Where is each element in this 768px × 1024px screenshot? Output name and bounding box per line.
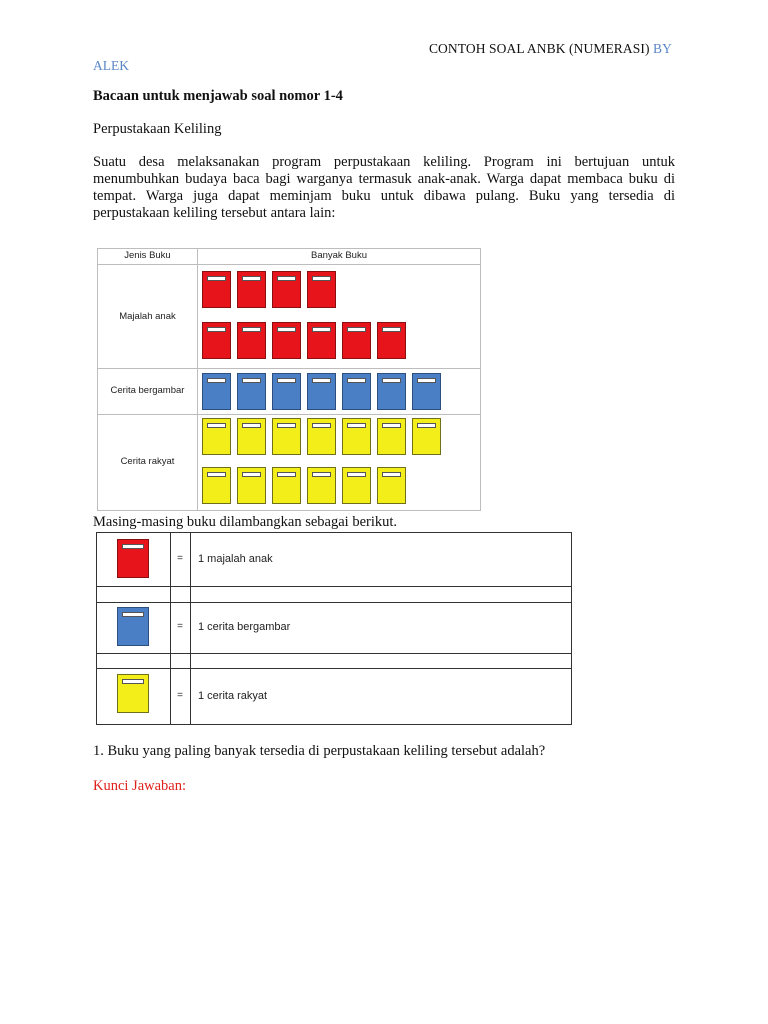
legend-table: [96, 532, 572, 725]
majalah-anak-book-icon: [307, 271, 336, 308]
majalah-anak-book-icon: [272, 271, 301, 308]
reading-paragraph: Suatu desa melaksanakan program perpustakaan keliling. Program ini bertujuan untuk menumbuhkan budaya baca bagi warganya termasuk anak-anak. Warga dapat membaca buku di tempat. Warga juga dapat meminjam buku untuk dibawa pulang. Buku yang tersedia di perpustakaan keliling tersebut antara lain:: [93, 154, 675, 221]
majalah-anak-book-icon: [202, 271, 231, 308]
header-by: BY: [653, 41, 672, 56]
majalah-anak-book-icon: [202, 322, 231, 359]
legend-text-cerita-bergambar: 1 cerita bergambar: [198, 621, 291, 633]
column-header-count: Banyak Buku: [311, 250, 367, 261]
cerita-rakyat-book-icon: [202, 418, 231, 455]
row-label-majalah: Majalah anak: [119, 311, 176, 322]
cerita-rakyat-book-icon: [342, 418, 371, 455]
table-divider: [98, 414, 480, 415]
cerita-rakyat-book-icon: [307, 467, 336, 504]
legend-text-majalah: 1 majalah anak: [198, 553, 273, 565]
legend-equals: =: [177, 553, 183, 564]
legend-divider: [190, 533, 191, 724]
cerita-bergambar-book-icon: [237, 373, 266, 410]
majalah-anak-book-icon: [307, 322, 336, 359]
row-label-cerita-rakyat: Cerita rakyat: [120, 456, 175, 467]
blue-book-icon: [117, 607, 149, 646]
legend-divider: [97, 602, 571, 603]
cerita-bergambar-book-icon: [342, 373, 371, 410]
cerita-bergambar-book-icon: [202, 373, 231, 410]
cerita-rakyat-book-icon: [377, 467, 406, 504]
header-title: CONTOH SOAL ANBK (NUMERASI): [428, 41, 650, 56]
pictograph-table: [97, 248, 481, 511]
question-1: 1. Buku yang paling banyak tersedia di perpustakaan keliling tersebut adalah?: [93, 743, 546, 759]
majalah-anak-book-icon: [237, 271, 266, 308]
table-divider: [197, 249, 198, 510]
cerita-bergambar-book-icon: [307, 373, 336, 410]
cerita-rakyat-book-icon: [377, 418, 406, 455]
majalah-anak-book-icon: [377, 322, 406, 359]
cerita-rakyat-book-icon: [307, 418, 336, 455]
header-author: ALEK: [93, 58, 129, 73]
legend-text-cerita-rakyat: 1 cerita rakyat: [198, 690, 268, 702]
document-header: [429, 41, 672, 57]
answer-key-label: Kunci Jawaban:: [93, 778, 187, 794]
row-label-cerita-bergambar: Cerita bergambar: [110, 385, 185, 396]
majalah-anak-book-icon: [237, 322, 266, 359]
cerita-rakyat-book-icon: [202, 467, 231, 504]
legend-divider: [97, 668, 571, 669]
table-divider: [98, 368, 480, 369]
cerita-bergambar-book-icon: [272, 373, 301, 410]
red-book-icon: [117, 539, 149, 578]
cerita-rakyat-book-icon: [237, 418, 266, 455]
legend-equals: =: [177, 621, 183, 632]
column-header-type: Jenis Buku: [124, 250, 171, 261]
majalah-anak-book-icon: [342, 322, 371, 359]
cerita-rakyat-book-icon: [342, 467, 371, 504]
cerita-bergambar-book-icon: [377, 373, 406, 410]
legend-equals: =: [177, 690, 183, 701]
cerita-rakyat-book-icon: [412, 418, 441, 455]
yellow-book-icon: [117, 674, 149, 713]
cerita-rakyat-book-icon: [237, 467, 266, 504]
cerita-bergambar-book-icon: [412, 373, 441, 410]
cerita-rakyat-book-icon: [272, 467, 301, 504]
section-heading: Bacaan untuk menjawab soal nomor 1-4: [93, 88, 343, 104]
table-divider: [98, 264, 480, 265]
reading-title: Perpustakaan Keliling: [93, 121, 222, 137]
legend-caption: Masing-masing buku dilambangkan sebagai berikut.: [93, 514, 398, 530]
cerita-rakyat-book-icon: [272, 418, 301, 455]
majalah-anak-book-icon: [272, 322, 301, 359]
legend-divider: [97, 586, 571, 587]
legend-divider: [97, 653, 571, 654]
